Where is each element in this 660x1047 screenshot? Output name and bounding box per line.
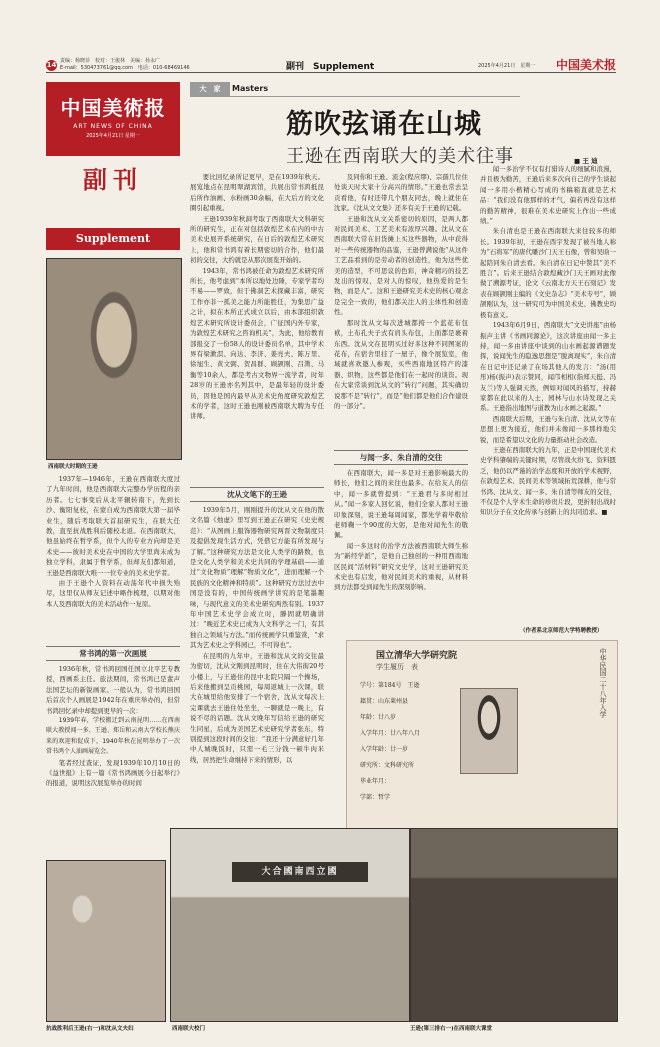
- column-4: [480, 164, 616, 518]
- card-field: 年龄：廿八岁: [360, 714, 397, 721]
- card-photo: [460, 688, 518, 774]
- credits: [60, 58, 240, 72]
- card-field: 研究所：文科研究所: [360, 762, 415, 769]
- card-field: 籍贯：山东莱州县: [360, 698, 409, 705]
- card-heading: 学生履历 表: [376, 663, 418, 671]
- section-title: 副刊: [83, 165, 143, 194]
- paragraph: 王逊和沈从文关系密切的原因，是两人都对民间美术、工艺美术有浓厚兴趣。沈从文在西南联大常在旧货摊上买这些器物，从中获得对一些传统器物的品鉴，王逊曾满说他“从这件工艺品看到的是劳动者的创造性，他为这些优美的造型，不可思议的色彩，神奇精巧的技艺发出的惊叹，是对人的惊叹，他热爱的是生物，而是人”。这和王逊研究美术史的核心观念是完全一致的，他们都关注人的主体性和创造性。: [334, 214, 468, 317]
- paragraph: 1939年春，学校搬迁到云南昆明……在西南联大教授闻一多、王逊、郑岳和云南大学校长熊庆来的欢迎和促成下，1940年秋在昆明举办了一次常书鸿个人油画展览会。: [46, 717, 180, 756]
- paragraph: 那时沈从文每次进城都挎一个蓝花布包袱，土布孔夫子式有肩头布包，上面都是裹着东西。沈从文在昆明买过好多这种不同图案的花布，在宿舍里挂了一屋子，像个展览室，他域就喜欢邀人参观，买些西南地区特产的漆器、织物，这些都是他们在一起时的谈资。现在大家常谈到沈从文的“转行”问题，其实确切说那不是“转行”，而是“他们都是他们合作建设的一部分”。: [334, 318, 468, 410]
- column-3b: [334, 468, 468, 593]
- column-1: [46, 474, 180, 609]
- paragraph: 在西南联大，闻一多是对王逊影响最大的师长，他们之间的来往也最多。在给友人的信中，闻一多就曾提到：“王逊君与多时相过从。”闻一多家人回忆说，他们全家人都对王逊印象深刻，说王逊每周闻家，都先学着毕敬给老师鞠一个90度的大躬，是他对闻先生的敬佩。: [334, 469, 468, 540]
- card-title: 国立清华大学研究院: [376, 651, 458, 661]
- article-title: 筋吹弦诵在山城: [286, 109, 482, 140]
- category-tag: 大 家: [190, 82, 230, 96]
- photo-caption: 王逊(第三排右一)在西南联大课堂: [410, 1026, 493, 1032]
- category-rule: [190, 96, 520, 97]
- photo-caption: 西南联大校门: [172, 1026, 206, 1032]
- subheading: 常书鸿的第一次画展: [46, 646, 180, 661]
- header-rule: [46, 72, 616, 73]
- paragraph: 朱自清也是王逊在西南联大来往较多的师长。1939年初，王逊在酉宇发现了被当地人称为“石将军”的唐代雕沙门天王石像，曾和吴晗一起陪同朱自清去看。朱自清在日记中赞其“美不胜言”。后来王逊结合敦煌藏沙门天王画对此像做了溯源考证，论文《云南北方天王石刻记》发表在顾颉刚主编的《文史杂志》“美术专号”，顾颉刚认为，这一研究可为中国美术史、佛教史均极有意义。: [480, 227, 616, 319]
- photo-classroom: [410, 828, 618, 1022]
- photo-wang-xun-shen-congwen: [46, 860, 166, 1022]
- card-field: 入学年龄：廿一岁: [360, 746, 409, 753]
- header-section-title: 副刊 Supplement: [286, 62, 375, 72]
- paragraph: 闻一多治学不仅有打猎诗人的细腻和浪漫，并且极为勤苦，王逊后来多次向自己的学生谈起闻一多用小楷精心写成的书稿箱直就是艺术品：“我们没有他那样的才气，偏若再没有这样的勤苦精神，很难在美术史研究上作出一些成绩。”: [480, 165, 616, 226]
- paragraph: 王逊1939年秋洞考取了西南联大文科研究所的研究生，正在对包括敦煌艺术在内的中古美术史展开系统研究，在日后的敦煌艺术研究上，他和常书鸿有着长期密切的合作，他们最初的交往，大约就是从那次展览开始的。: [190, 214, 324, 265]
- header-logo: 中国美术报: [556, 58, 617, 72]
- card-field: 毕业年月：: [360, 778, 391, 785]
- paragraph: 及同你和王逊、流金(程应缪)、宗孺几位住处谈天时大家十分高兴的情形。”王逊也常去呈贡看他，有时还带几个朋友同去，晚上就住在沈家。《沈从文文集》还多有关于王逊的记载。: [334, 173, 468, 213]
- column-3: [334, 172, 468, 411]
- paragraph: 1943年6月9日，西南联大“文史讲座”由杨振声主讲《书画同源论》，这次讲座由闻一多主持，闻一多由讲座中谈到的山水画起源谱题发挥，说闻先生的隐逸思想是“脱离现实”，朱自清在日记中还记录了在场其他人的发言：“汤(用彤)杨(振声)表示赞同，闻邝相相(指郑天挺、冯友兰)等人强调天然，例如对闻风的描写，持赫家都在此以来的人士，园林与山水诗发现之关系。王逊指出地图与道教为山水画之起源。”: [480, 321, 616, 413]
- masthead-date: 2025年4月21日 星期一: [86, 133, 140, 139]
- credits-line-1: 责编：杨晓菲 校对：王俊林 美编：孙永广: [60, 58, 161, 64]
- photo-school-gate: [170, 828, 410, 1022]
- section-english: Supplement: [46, 228, 180, 250]
- card-field: 学号：第184号 王逊: [360, 682, 420, 689]
- subheading: 沈从文笔下的王逊: [190, 487, 324, 502]
- portrait-caption: 西南联大时期的王逊: [48, 464, 98, 470]
- column-2: [190, 172, 324, 422]
- portrait-photo: [46, 258, 182, 460]
- column-2b: [190, 505, 324, 765]
- masthead-english: ART NEWS OF CHINA: [73, 123, 153, 130]
- paragraph: 闻一多这时的治学方法被西南联大师生称为“新经学派”，是他自己独创的一种用西南地区民间“活材料”研究文史学，这对王逊研究美术史也有启发，他对民间美术的重视，从材料到方法都受到闻先生的深刻影响。: [334, 541, 468, 592]
- photo-caption: 抗战胜利后王逊(右一)和沈从文夫妇: [46, 1026, 134, 1032]
- paragraph: 笔者经过查证，发现1939年10月10日的《益世报》上有一篇《常书鸿画展今日起举行》的报道，说明这次展览举办的时间: [46, 758, 180, 788]
- subheading: 与闻一多、朱自清的交往: [334, 450, 468, 465]
- paragraph: 1937年—1946年，王逊在西南联大度过了九年时间，他是西南联大完整办学历程的亲历者。七七事变后从北平辗转南下，先到长沙、衡阳复校，在蒙自成为西南联大第一届毕业生，随后考取联大首届研究生，在联大任教，直至抗战胜利后随校北返。在西南联大，他虽始终在哲学系，但个人的专业方向却是美术史——彼时美术史在中国的大学里尚未成为独立学科，隶属于哲学系，但却友们都知道，王逊是西南联大唯一一位专业的美术史学者。: [46, 475, 180, 577]
- card-field: 入学年月：廿八年八月: [360, 730, 421, 737]
- paragraph: 1943年，常书鸿被任命为敦煌艺术研究所所长，他考虑到“本所以地处边陲，专家学者均不易——罗致，但于佛洞艺术探藏丰富，研究工作亦非一孤美之能力所能胜任，为集思广益之计，拟在本所正式成立以后，由本部组织敦煌艺术研究所设计委员会，广征国内外专家，为敦煌艺术研究之咨询机关”，为此，他给教育部报交了一份58人的设计委员名单，其中学术界有梁漱溟、向达、李济、姜亮夫、陈万里、徐旭生、黄文弼、贺昌群、顾颉刚、吕澂、马衡等10余人，都是考古文物界一流学者，时年28岁的王逊亦名列其中，是最年轻的设计委员，因他是国内最早从美术史角度研究敦煌艺术的学者，这时王逊也刚被西南联大聘为专任讲师。: [190, 266, 324, 421]
- paragraph: 要比回忆录所记更早，是在1939年秋天。展览地点在昆明翠湖宾馆，共展出常书鸿抵昆后所作油画、水粉画30余幅，在大后方的文化圈引起重视。: [190, 173, 324, 213]
- paragraph: 由于王逊个人资料在动荡年代中损失殆尽，这里仅从师友记述中略作梳理，以期对他本人及西南联大的美术活动作一复原。: [46, 579, 180, 608]
- header-date: 2025年4月21日 星期一: [478, 63, 536, 69]
- masthead-box: [46, 82, 180, 156]
- card-field: 学部：哲学: [360, 794, 391, 801]
- paragraph: 王逊在西南联大的九年，正是中国现代美术史学科肇端的关键时期，尽管战火纷飞、资料匮乏，他仍以严谨的治学态度和开放的学术视野，在敦煌艺术、民间美术等领域拓荒深耕，他与常书鸿、沈从文、闻一多、朱自清等师友的交往，不仅是个人学术生命的珍贵片段，更折射出战时知识分子在文化传承与创新上的共同追求。■: [480, 445, 616, 517]
- article-subtitle: 王逊在西南联大的美术往事: [286, 146, 514, 167]
- masthead-name: 中国美術报: [60, 96, 166, 120]
- paragraph: 1936年秋，常书鸿回国任国立北平艺专教授，西画系主任。旅法期间，常书鸿已是蜚声法国艺坛的新锐画家。一般认为，常书鸿回国后首次个人画展是1942年在重庆举办的，但常书鸿回忆录中却提到更早的一次：: [46, 665, 180, 715]
- category-tag-english: Masters: [232, 84, 269, 93]
- paragraph: 西南联大后期，王逊与朱自清、沈从文等在思想上更为接近，他们并未像闻一多那样地尖锐，而是希望以文化的力量推动社会改造。: [480, 414, 616, 444]
- page-number: 14: [46, 61, 57, 69]
- credits-line-2: E-mail：530473761@qq.com 电话：010-68469146: [60, 65, 190, 71]
- column-1b: [46, 664, 180, 789]
- paragraph: 在昆明的九年中，王逊和沈从文的交往最为密切，沈从文刚到昆明时，住在大伟街20号小楼上，与王逊住的昆中北院只隔一个操场，后来他搬到呈贡桃园，每周返城上一次课，联大在城里给他安排了一个宿舍，沈从文每次上完课就去王逊住处坐坐，一聊就是一晚上，有说不尽的话题。沈从文晚年写信给王逊的研究生同星，后成为美国艺术史研究学者张东，特别提到这段时间的交往：“我还十分满意好几年中人城晚饭时，只需一毛三分钱一顿牛肉米线，居然把生命继持下来的情形，以: [190, 651, 324, 764]
- paragraph: 1939年5月，刚刚提升的沈从文在他的散文名篇《烛虚》里写到王逊正在研究《史史规范》：“从图画上服饰器物研究两晋文物制度只及提倡发现生活方式，凭借它方能有所发现与了解。”这种研究方法是文化人类学的路数，也是文化人类学和美术史共同的学理基础——通过“文化物质”理解“物质文化”，进而理解一个民族的文化精神和特质”。这种研究方法过去中国是没有的，中国传统画学讲究的是笔墨趣味，与现代意义的美术史研究两然有别。1937年中国艺术史学会成立时，滕固就明确讲过：“晚近艺术史已成为人文科学之一门，有其独自之领域与方法。”而传统画学只重鉴赏，“求其为艺术史之学科园已，不可得也”。: [190, 506, 324, 650]
- author-note: （作者系北京师范大学特聘教授）: [520, 628, 603, 634]
- gate-sign: 大合國南西立國: [232, 862, 368, 882]
- card-side-text: 中华民国二十八年入学: [599, 648, 607, 718]
- article-author: ■ 王 迪: [574, 157, 598, 165]
